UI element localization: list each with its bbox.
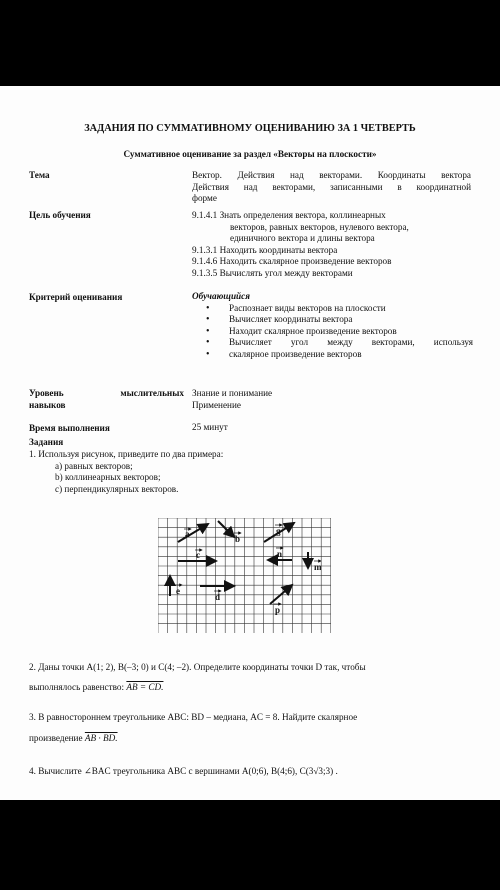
goal-item: 9.1.4.6 Находить скалярное произведение векторов <box>192 256 392 266</box>
task-2-equation: AB = CD. <box>126 681 164 692</box>
vector-grid-svg <box>158 518 331 633</box>
vector-label-c: c <box>196 550 200 560</box>
vector-label-b: b <box>235 534 241 544</box>
topic-line: Действия над векторами, записанными в координатной <box>192 181 471 192</box>
criteria-list <box>192 303 473 361</box>
goal-item: 9.1.3.1 Находить координаты вектора <box>192 244 338 255</box>
vector-b <box>218 521 234 537</box>
criteria-item: • Вычисляет координаты вектора <box>192 314 473 326</box>
topic-line: форме <box>192 193 217 203</box>
goal-item: единичного вектора и длины вектора <box>230 233 375 243</box>
goal-label: Цель обучения <box>29 210 91 220</box>
topic-line: Вектор. Действия над векторами. Координаты вектора <box>192 170 471 180</box>
criteria-item: • Находит скалярное произведение векторов <box>192 326 473 338</box>
vector-label-a: a <box>185 529 190 539</box>
criteria-label: Критерий оценивания <box>29 292 123 302</box>
time-label: Время выполнения <box>29 423 110 433</box>
criteria-head: Обучающийся <box>192 291 250 301</box>
level-label-cont: навыков <box>29 400 66 410</box>
topic-value <box>192 170 471 205</box>
criteria-item: • Распознает виды векторов на плоскости <box>192 303 473 315</box>
document-subtitle: Суммативное оценивание за раздел «Векторы на плоскости» <box>123 149 377 159</box>
criteria-item: • Вычисляет угол между векторами, используя <box>192 337 473 349</box>
level-value: Знание и понимание Применение <box>192 388 273 410</box>
goal-item: 9.1.3.5 Вычислять угол между векторами <box>192 267 353 278</box>
criteria-value <box>192 291 473 360</box>
vector-label-d: d <box>215 592 221 602</box>
document-page <box>0 86 500 800</box>
vector-label-e: e <box>176 586 180 596</box>
vector-a <box>178 524 208 542</box>
time-value: 25 минут <box>192 422 228 432</box>
vector-label-g: g <box>276 526 281 536</box>
document-title: ЗАДАНИЯ ПО СУММАТИВНОМУ ОЦЕНИВАНИЮ ЗА 1 ЧЕТВЕРТЬ <box>84 123 416 134</box>
level-label: Уровень мыслительных <box>29 388 184 398</box>
grid-lines <box>158 518 331 633</box>
task-2: 2. Даны точки A(1; 2), B(–3; 0) и C(4; –2). Определите координаты точки D так, чтобы выполнялось равенство: AB = CD. <box>29 662 366 692</box>
task-3-expression: AB · BD. <box>84 732 118 743</box>
vector-grid-figure <box>158 518 331 633</box>
task-4: 4. Вычислите ∠BAC треугольника ABC с вершинами A(0;6), B(4;6), C(3√3;3) . <box>29 766 338 776</box>
goal-value <box>192 210 471 279</box>
criteria-item-continued: • скалярное произведение векторов <box>192 349 473 361</box>
task-3: 3. В равностороннем треугольнике ABC: BD – медиана, AC = 8. Найдите скалярное произведение AB · BD. <box>29 712 358 743</box>
tasks-heading: Задания <box>29 437 64 447</box>
goal-item: 9.1.4.1 Знать определения вектора, коллинеарных <box>192 210 386 220</box>
goal-item: векторов, равных векторов, нулевого вектора, <box>230 221 409 232</box>
topic-label: Тема <box>29 170 50 180</box>
vector-label-n: n <box>277 549 283 559</box>
vector-label-p: p <box>275 605 281 615</box>
vector-label-m: m <box>314 562 322 572</box>
task-1: 1. Используя рисунок, приведите по два примера: a) равных векторов; b) коллинеарных векторов; c) перпендикулярных векторов. <box>29 449 224 494</box>
